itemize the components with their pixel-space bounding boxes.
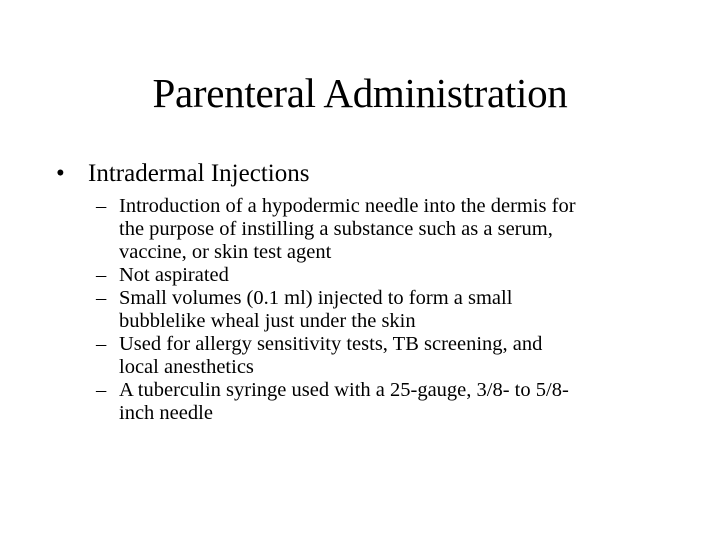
bullet-icon: • (56, 160, 65, 187)
sub-bullet-line: the purpose of instilling a substance such as a serum, (119, 218, 553, 240)
slide-title: Parenteral Administration (152, 70, 568, 116)
dash-icon: – (96, 195, 107, 217)
sub-bullet-line: bubblelike wheal just under the skin (119, 310, 416, 332)
sub-bullet-item (96, 333, 666, 379)
dash-icon: – (96, 379, 107, 401)
sub-bullet-item (96, 287, 666, 333)
sub-bullet-line: Small volumes (0.1 ml) injected to form a small (119, 287, 513, 309)
sub-bullet-line: Used for allergy sensitivity tests, TB screening, and (119, 333, 543, 355)
sub-bullet-item (96, 195, 666, 264)
sub-bullet-item (96, 264, 666, 287)
dash-icon: – (96, 264, 107, 286)
dash-icon: – (96, 333, 107, 355)
sub-bullet-line: vaccine, or skin test agent (119, 241, 332, 263)
sub-bullet-line: Introduction of a hypodermic needle into the dermis for (119, 195, 576, 217)
sub-bullet-line: local anesthetics (119, 356, 254, 378)
sub-bullet-list (96, 195, 666, 425)
sub-bullet-item (96, 379, 666, 425)
dash-icon: – (96, 287, 107, 309)
sub-bullet-line: A tuberculin syringe used with a 25-gauge, 3/8- to 5/8- (119, 379, 569, 401)
sub-bullet-line: Not aspirated (119, 264, 229, 286)
bullet-label: Intradermal Injections (88, 160, 310, 187)
sub-bullet-line: inch needle (119, 402, 213, 424)
